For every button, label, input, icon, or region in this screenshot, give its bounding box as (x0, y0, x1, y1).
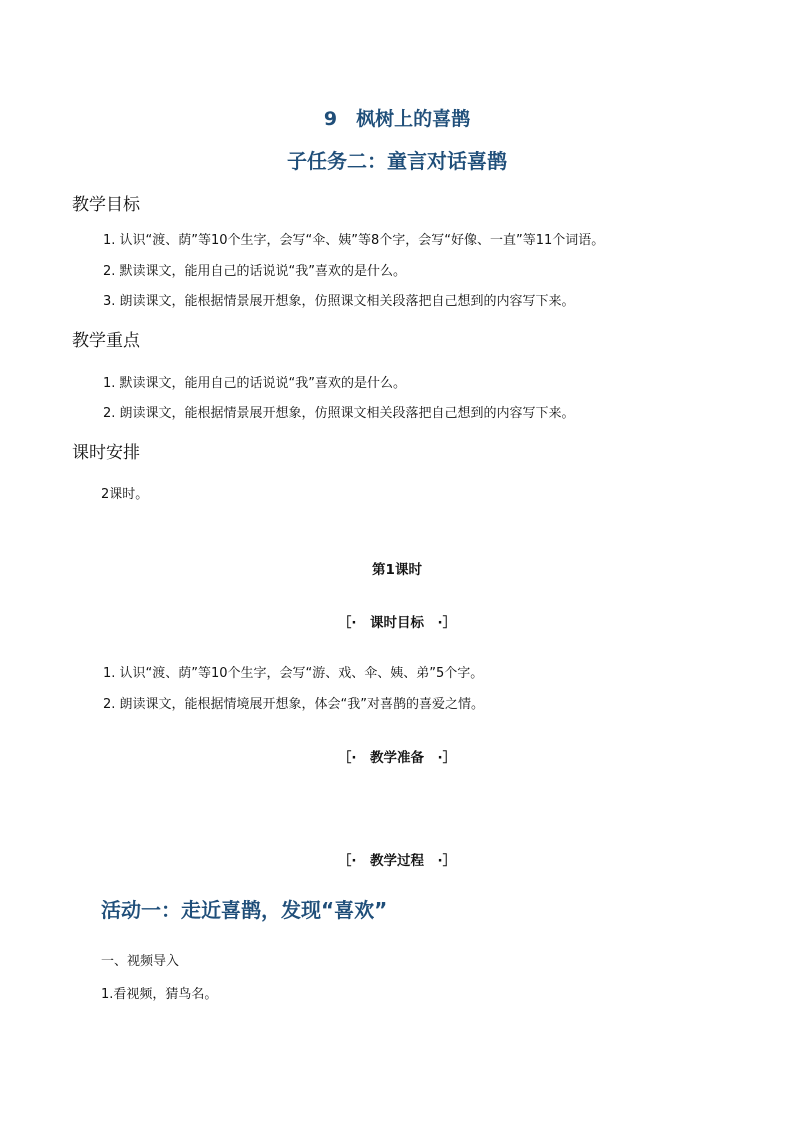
keypoint-item: 2. 朗读课文，能根据情景展开想象，仿照课文相关段落把自己想到的内容写下来。 (103, 406, 575, 421)
goals-heading: 教学目标 (72, 195, 140, 215)
objective-item: 1. 认识“渡、荫”等10个生字，会写“游、戏、伞、姨、弟”5个字。 (103, 666, 484, 681)
activity-sub: 1.看视频，猜鸟名。 (101, 987, 218, 1002)
activity-step: 一、视频导入 (101, 954, 180, 969)
process-label: ［· 教学过程 ·］ (337, 853, 457, 869)
objectives-label: ［· 课时目标 ·］ (337, 615, 457, 631)
goal-item: 2. 默读课文，能用自己的话说说“我”喜欢的是什么。 (103, 264, 407, 279)
keypoints-heading: 教学重点 (72, 331, 140, 351)
goal-item: 1. 认识“渡、荫”等10个生字，会写“伞、姨”等8个字，会写“好像、一直”等11个词语。 (103, 233, 605, 248)
activity-title: 活动一：走近喜鹊，发现“喜欢” (101, 898, 388, 922)
prep-label: ［· 教学准备 ·］ (337, 750, 457, 766)
goal-item: 3. 朗读课文，能根据情景展开想象，仿照课文相关段落把自己想到的内容写下来。 (103, 294, 575, 309)
schedule-text: 2课时。 (101, 487, 149, 502)
subtask-title: 子任务二：童言对话喜鹊 (287, 149, 507, 173)
schedule-heading: 课时安排 (72, 443, 140, 463)
lesson-title: 9 枫树上的喜鹊 (323, 108, 471, 130)
keypoint-item: 1. 默读课文，能用自己的话说说“我”喜欢的是什么。 (103, 376, 407, 391)
objective-item: 2. 朗读课文，能根据情境展开想象，体会“我”对喜鹊的喜爱之情。 (103, 697, 485, 712)
lesson1-heading: 第1课时 (372, 562, 422, 578)
